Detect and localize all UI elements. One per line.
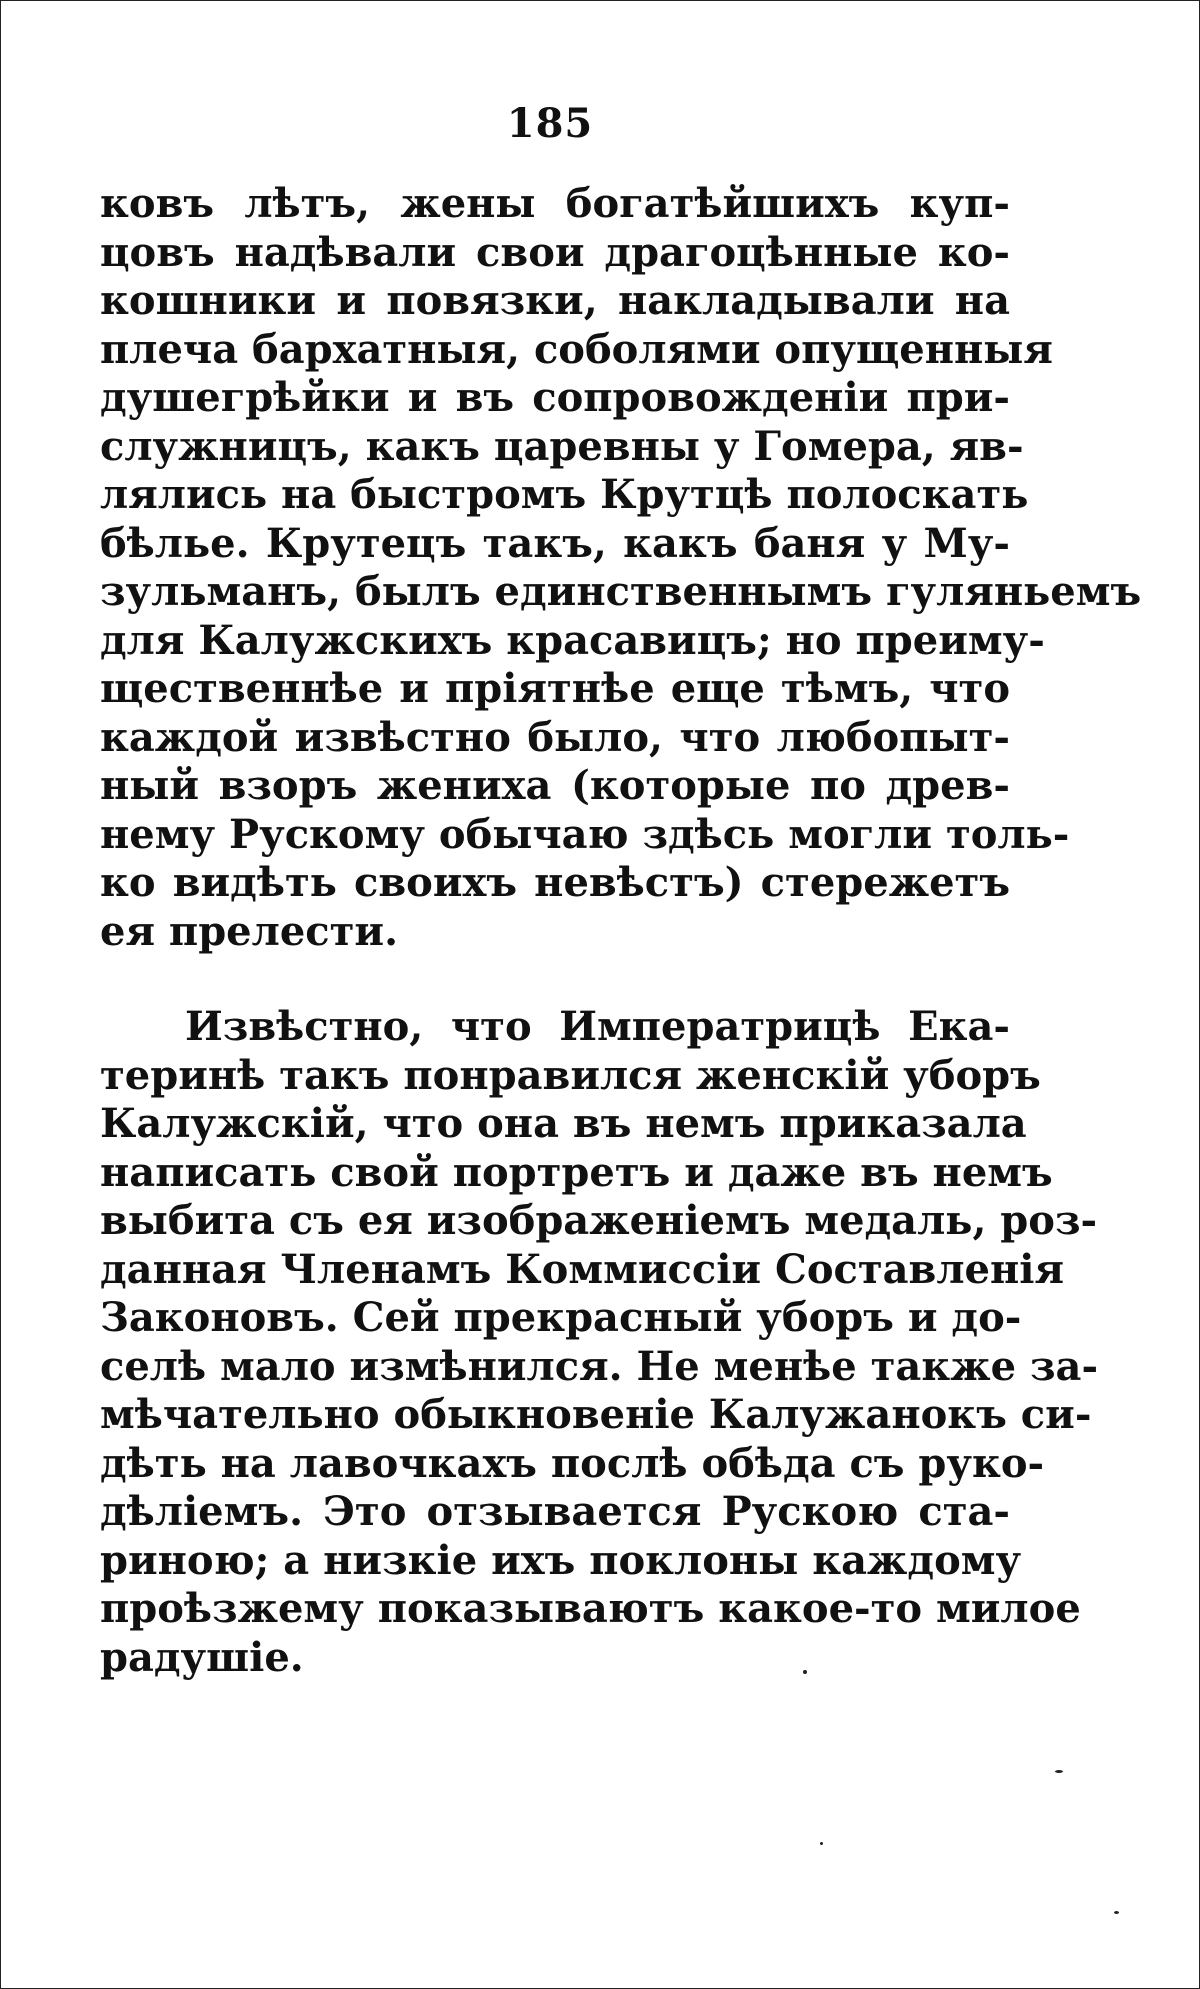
text-line: селѣ мало измѣнился. Не менѣе также за- xyxy=(100,1342,1099,1390)
text-line: Извѣстно, что Императрицѣ Ека- xyxy=(185,1003,1010,1050)
text-line: плеча бархатныя, соболями опущенныя xyxy=(100,325,1053,373)
paragraph-2 xyxy=(100,1003,1099,1682)
text-line: ко видѣть своихъ невѣстъ) стережетъ xyxy=(100,859,1010,906)
text-line: мѣчательно обыкновеніе Калужанокъ си- xyxy=(100,1391,1092,1438)
page-number: 185 xyxy=(506,100,594,147)
text-line: выбита съ ея изображеніемъ медаль, роз- xyxy=(100,1197,1098,1244)
text-line: Законовъ. Сей прекрасный уборъ и до- xyxy=(100,1294,1022,1341)
text-line: щественнѣе и пріятнѣе еще тѣмъ, что xyxy=(100,665,1010,712)
text-line: теринѣ такъ понравился женскій уборъ xyxy=(100,1051,1041,1099)
scan-speck xyxy=(803,1670,807,1674)
text-line: радушіе. xyxy=(100,1633,304,1681)
text-line: дѣть на лавочкахъ послѣ обѣда съ руко- xyxy=(100,1439,1045,1487)
text-line: дѣліемъ. Это отзывается Рускою ста- xyxy=(100,1488,1010,1535)
text-line: проѣзжему показываютъ какое-то милое xyxy=(100,1585,1081,1632)
scan-speck xyxy=(1114,1911,1119,1914)
text-line: написать свой портретъ и даже въ немъ xyxy=(100,1148,1053,1196)
text-line: Калужскій, что она въ немъ приказала xyxy=(100,1100,1027,1147)
text-line: кошники и повязки, накладывали на xyxy=(100,277,1010,324)
text-line: бѣлье. Крутецъ такъ, какъ баня у Му- xyxy=(100,519,1010,567)
text-line: ный взоръ жениха (которые по древ- xyxy=(100,762,1010,809)
text-line: зульманъ, былъ единственнымъ гуляньемъ xyxy=(100,568,1142,615)
text-line: цовъ надѣвали свои драгоцѣнные ко- xyxy=(100,228,1010,276)
text-line: данная Членамъ Коммиссіи Составленія xyxy=(100,1245,1065,1293)
text-line: служницъ, какъ царевны у Гомера, яв- xyxy=(100,422,1024,470)
text-line: лялись на быстромъ Крутцѣ полоскать xyxy=(100,471,1029,518)
paragraph-1 xyxy=(100,180,1142,956)
scan-speck xyxy=(820,1842,823,1845)
text-line: каждой извѣстно было, что любопыт- xyxy=(100,713,1010,761)
scan-speck xyxy=(1055,1770,1063,1773)
text-line: душегрѣйки и въ сопровожденіи при- xyxy=(100,374,1010,421)
text-line: ковъ лѣтъ, жены богатѣйшихъ куп- xyxy=(100,180,1010,227)
text-line: ея прелести. xyxy=(100,907,399,955)
text-line: риною; а низкіе ихъ поклоны каждому xyxy=(100,1536,1022,1584)
text-line: нему Рускому обычаю здѣсь могли толь- xyxy=(100,810,1070,858)
text-line: для Калужскихъ красавицъ; но преиму- xyxy=(100,616,1045,664)
